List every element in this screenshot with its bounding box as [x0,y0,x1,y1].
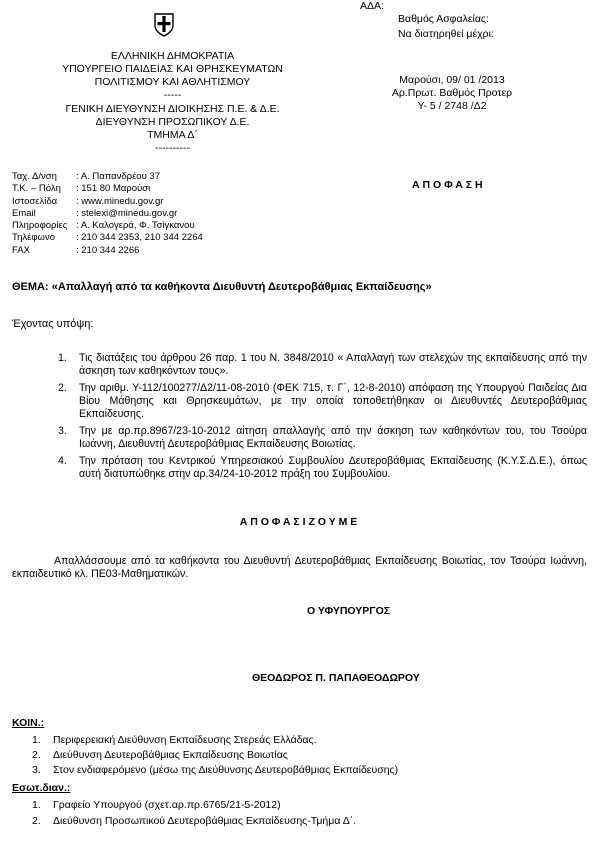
list-text: Στον ενδιαφερόμενο (μέσω της Διεύθυνσης Δευτεροβάθμιας Εκπαίδευσης) [53,763,399,776]
ministry-block [30,50,315,155]
considerations-list [58,352,587,481]
list-text: Την αριθμ. Υ-112/100277/Δ2/11-08-2010 (ΦΕΚ 715, τ. Γ΄, 12-8-2010) απόφαση της Υπουργού Παιδείας Δια Βίου Μάθησης και Θρησκευμάτων, με την οποία τοποθετήθηκαν οι Διευθυντές Δευτεροβάθμιας Εκπαίδευσης. [79,382,587,420]
ministry-line: ΠΟΛΙΤΙΣΜΟΥ ΚΑΙ ΑΘΛΗΤΙΣΜΟΥ [94,76,251,88]
contact-block [12,171,242,257]
list-number: 2. [58,382,67,394]
list-item [32,798,573,814]
contact-value: : 210 344 2266 [76,244,140,256]
contact-label: Πληροφορίες [12,220,68,232]
decision-heading: Α Π Ο Φ Α Σ Η [412,179,483,191]
list-number: 3. [58,425,67,437]
contact-row [12,196,242,208]
contact-label: FAX [12,244,30,256]
contact-row [12,208,242,220]
contact-row [12,220,242,232]
contact-value: : 210 344 2353, 210 344 2264 [76,232,203,244]
contact-value: : 151 80 Μαρούσι [76,183,151,195]
list-item [58,382,587,421]
separator-line: ----- [163,89,182,101]
contact-row [12,171,242,183]
contact-label: Ιστοσελίδα [12,195,58,207]
list-number: 2. [32,814,41,827]
list-number: 1. [32,734,41,746]
list-item [58,425,587,451]
koin-label [12,717,44,730]
list-number: 3. [32,763,41,776]
separator-line: ---------- [155,142,190,154]
contact-label: Τηλέφωνο [12,232,55,244]
contact-value: : www.minedu.gov.gr [76,195,164,207]
security-level-label: Βαθμός Ασφαλείας: [398,13,489,25]
list-number: 4. [58,455,67,467]
ministry-line: ΥΠΟΥΡΓΕΙΟ ΠΑΙΔΕΙΑΣ ΚΑΙ ΘΡΗΣΚΕΥΜΑΤΩΝ [62,63,283,75]
keep-until-label: Να διατηρηθεί μέχρι: [398,28,494,40]
list-item [32,748,573,763]
contact-row [12,245,242,257]
place-date: Μαρούσι, 09/ 01 /2013 [399,74,505,86]
list-item [58,455,587,481]
subject-line: ΘΕΜΑ: «Απαλλαγή από τα καθήκοντα Διευθυντή Δευτεροβάθμιας Εκπαίδευσης» [12,281,432,293]
protocol-number: Υ- 5 / 2748 /Δ2 [417,100,487,112]
list-number: 2. [32,748,41,761]
contact-label: Ταχ. Δ/νση [12,171,57,182]
internal-label [12,782,70,795]
ministry-line: ΕΛΛΗΝΙΚΗ ΔΗΜΟΚΡΑΤΙΑ [110,50,235,62]
contact-row [12,183,242,195]
ministry-line: ΓΕΝΙΚΗ ΔΙΕΥΘΥΝΣΗ ΔΙΟΙΚΗΣΗΣ Π.Ε. & Δ.Ε. [65,103,280,115]
contact-value: : stelexi@minedu.gov.gr [76,207,178,219]
contact-value: : Α. Παπανδρέου 37 [76,171,160,182]
date-protocol-block [372,74,532,113]
list-item [32,814,573,830]
internal-label-text: Εσωτ.διαν.: [12,782,71,794]
list-item [58,352,587,378]
list-number: 1. [32,799,41,811]
contact-value: : Α. Καλογερά, Φ. Τσίγκανου [76,220,195,232]
list-text: Τις διατάξεις του άρθρου 26 παρ. 1 του Ν. 3848/2010 « Απαλλαγή των στελεχών της εκπαίδευσης από την άσκηση των καθηκόντων τους». [79,352,587,377]
list-item [32,763,573,778]
internal-list [32,798,573,829]
list-text: Την πρόταση του Κεντρικού Υπηρεσιακού Συμβουλίου Δευτεροβάθμιας Εκπαίδευσης (Κ.Υ.Σ.Δ.Ε.), όπως αυτή διατυπώθηκε στην αρ.34/24-10-2012 πράξη του Συμβουλίου. [79,455,587,480]
list-text: Την με αρ.πρ.8967/23-10-2012 αίτηση απαλλαγής από την άσκηση των καθηκόντων του, του Τσούρα Ιωάννη, Διευθυντή Δευτεροβάθμιας Εκπαίδευσης Βοιωτίας. [79,425,587,450]
signer-title: Ο ΥΦΥΠΟΥΡΓΟΣ [307,605,391,617]
greek-emblem-icon [153,12,175,37]
decision-body: Απαλλάσσουμε από τα καθήκοντα του Διευθυντή Δευτεροβάθμιας Εκπαίδευσης Βοιωτίας, τον Τσούρα Ιωάννη, εκπαιδευτικό κλ. ΠΕ03-Μαθηματικών. [12,555,587,580]
protocol-label: Αρ.Πρωτ. Βαθμός Προτερ [391,87,513,99]
list-text: Περιφερειακή Διεύθυνση Εκπαίδευσης Στερεάς Ελλάδας. [53,734,317,746]
contact-label: Email [12,207,36,219]
contact-label: Τ.Κ. – Πόλη [12,183,61,195]
ministry-line: ΤΜΗΜΑ Δ΄ [147,129,198,141]
list-text: Διεύθυνση Δευτεροβάθμιας Εκπαίδευσης Βοιωτίας [53,748,288,761]
list-item [32,733,573,748]
contact-row [12,232,242,244]
list-number: 1. [58,352,67,364]
list-text: Διεύθυνση Προσωπικού Δευτεροβάθμιας Εκπαίδευσης-Τμήμα Δ΄. [53,814,357,827]
koin-list [32,733,573,777]
decision-text [12,555,587,581]
ministry-line: ΔΙΕΥΘΥΝΣΗ ΠΡΟΣΩΠΙΚΟΥ Δ.Ε. [95,116,250,128]
we-decide-heading: Α Π Ο Φ Α Σ Ι Ζ Ο Υ Μ Ε [239,516,358,528]
koin-label-text: ΚΟΙΝ.: [12,717,45,729]
considering-label: Έχοντας υπόψη: [12,318,94,330]
ada-label: ΑΔΑ: [360,0,384,12]
signer-name: ΘΕΟΔΩΡΟΣ Π. ΠΑΠΑΘΕΟΔΩΡΟΥ [252,672,420,684]
list-text: Γραφείο Υπουργού (σχετ.αρ.πρ.6765/21-5-2012) [53,799,281,811]
